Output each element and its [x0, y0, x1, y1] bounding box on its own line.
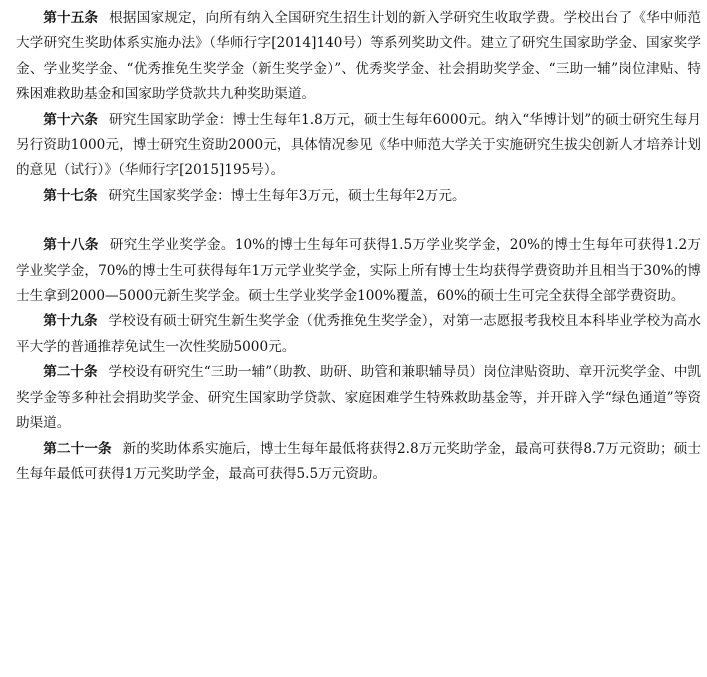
- article-text: 研究生学业奖学金。10%的博士生每年可获得1.5万学业奖学金，20%的博士生每年可获得1.2万学业奖学金，70%的博士生可获得每年1万元学业奖学金，实际上所有博士生均获得学费资助并且相当于30%的博士生拿到2000—5000元新生奖学金。硕士生学业奖学金100%覆盖，60%的硕士生可完全获得全部学费资助。: [16, 237, 701, 305]
- article-18: [16, 233, 701, 309]
- article-text: 研究生国家助学金：博士生每年1.8万元，硕士生每年6000元。纳入“华博计划”的硕士研究生每月另行资助1000元，博士研究生资助2000元，具体情况参见《华中师范大学关于实施研究生拔尖创新人才培养计划的意见（试行）》（华师行字[2015]195号）。: [16, 111, 701, 179]
- article-number: 第十七条: [43, 187, 98, 204]
- article-text: 学校设有研究生“三助一辅”（助教、助研、助管和兼职辅导员）岗位津贴资助、章开沅奖学金、中凯奖学金等多种社会捐助奖学金、研究生国家助学贷款、家庭困难学生特殊救助基金等，并开辟入学“绿色通道”等资助渠道。: [16, 364, 701, 432]
- paragraph-gap: [16, 209, 701, 233]
- article-number: 第十九条: [43, 313, 98, 330]
- article-number: 第十六条: [43, 111, 99, 128]
- article-text: 研究生国家奖学金：博士生每年3万元，硕士生每年2万元。: [108, 187, 466, 204]
- article-text: 根据国家规定，向所有纳入全国研究生招生计划的新入学研究生收取学费。学校出台了《华中师范大学研究生奖助体系实施办法》（华师行字[2014]140号）等系列奖助文件。建立了研究生国家助学金、国家奖学金、学业奖学金、“优秀推免生奖学金（新生奖学金）”、优秀奖学金、社会捐助奖学金、“三助一辅”岗位津贴、特殊困难救助基金和国家助学贷款共九种奖助渠道。: [16, 10, 702, 103]
- article-16: [16, 108, 701, 184]
- article-text: 新的奖助体系实施后，博士生每年最低将获得2.8万元奖助学金，最高可获得8.7万元资助；硕士生每年最低可获得1万元奖助学金，最高可获得5.5万元资助。: [16, 440, 702, 482]
- article-21: [16, 437, 701, 488]
- article-19: [16, 309, 701, 360]
- article-15: [16, 6, 701, 108]
- article-17: [16, 184, 701, 209]
- article-number: 第十八条: [43, 237, 99, 254]
- article-number: 第二十条: [43, 364, 98, 381]
- article-20: [16, 360, 701, 436]
- article-number: 第十五条: [43, 10, 99, 26]
- article-text: 学校设有硕士研究生新生奖学金（优秀推免生奖学金），对第一志愿报考我校且本科毕业学校为高水平大学的普通推荐免试生一次性奖励5000元。: [16, 313, 701, 355]
- article-number: 第二十一条: [43, 440, 112, 457]
